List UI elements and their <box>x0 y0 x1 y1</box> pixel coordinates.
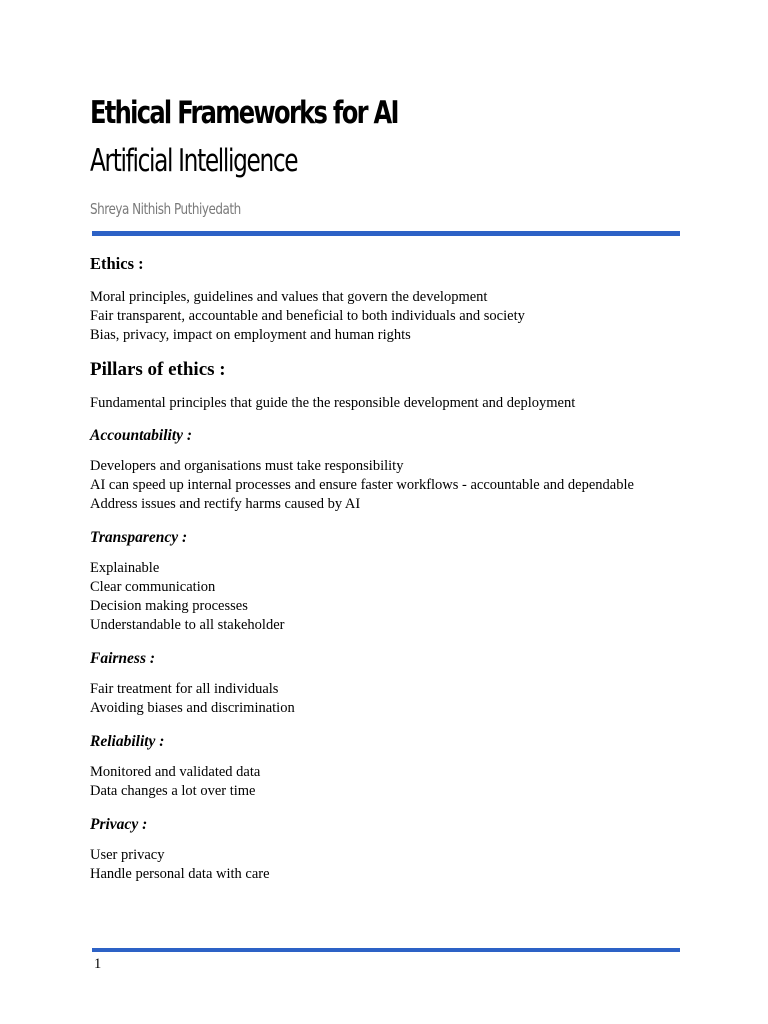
document-body <box>90 253 690 884</box>
header-divider <box>92 231 680 236</box>
list-item: Fair transparent, accountable and beneficial to both individuals and society <box>90 308 525 324</box>
list-item: Monitored and validated data <box>90 764 261 780</box>
list-item: Fundamental principles that guide the the responsible development and deployment <box>90 395 576 411</box>
document-title: Ethical Frameworks for AI <box>90 95 398 131</box>
section-heading-privacy: Privacy : <box>90 816 148 833</box>
section-heading-pillars: Pillars of ethics : <box>90 359 226 380</box>
section-lines-ethics <box>90 288 690 345</box>
footer-divider <box>92 948 680 952</box>
section-heading-reliability: Reliability : <box>90 733 165 750</box>
list-item: Moral principles, guidelines and values that govern the development <box>90 289 488 305</box>
section-lines-reliability <box>90 763 690 801</box>
list-item: Developers and organisations must take responsibility <box>90 458 404 474</box>
list-item: User privacy <box>90 847 165 863</box>
section-lines-accountability <box>90 457 690 514</box>
section-lines-fairness <box>90 680 690 718</box>
list-item: Decision making processes <box>90 598 248 614</box>
list-item: Clear communication <box>90 579 216 595</box>
section-heading-fairness: Fairness : <box>90 650 156 667</box>
list-item: Fair treatment for all individuals <box>90 681 279 697</box>
list-item: Data changes a lot over time <box>90 783 256 799</box>
list-item: Bias, privacy, impact on employment and human rights <box>90 327 411 343</box>
list-item: AI can speed up internal processes and ensure faster workflows - accountable and dependable <box>90 477 634 493</box>
section-heading-accountability: Accountability : <box>90 427 193 444</box>
section-lines-pillars <box>90 394 690 413</box>
list-item: Explainable <box>90 560 160 576</box>
section-lines-privacy <box>90 846 690 884</box>
section-heading-ethics: Ethics : <box>90 254 144 273</box>
section-lines-transparency <box>90 559 690 635</box>
list-item: Understandable to all stakeholder <box>90 617 285 633</box>
list-item: Address issues and rectify harms caused by AI <box>90 496 361 512</box>
document-subtitle: Artificial Intelligence <box>90 143 298 179</box>
document-author: Shreya Nithish Puthiyedath <box>90 200 241 218</box>
page-number: 1 <box>94 956 102 972</box>
list-item: Handle personal data with care <box>90 866 270 882</box>
section-heading-transparency: Transparency : <box>90 529 188 546</box>
list-item: Avoiding biases and discrimination <box>90 700 295 716</box>
